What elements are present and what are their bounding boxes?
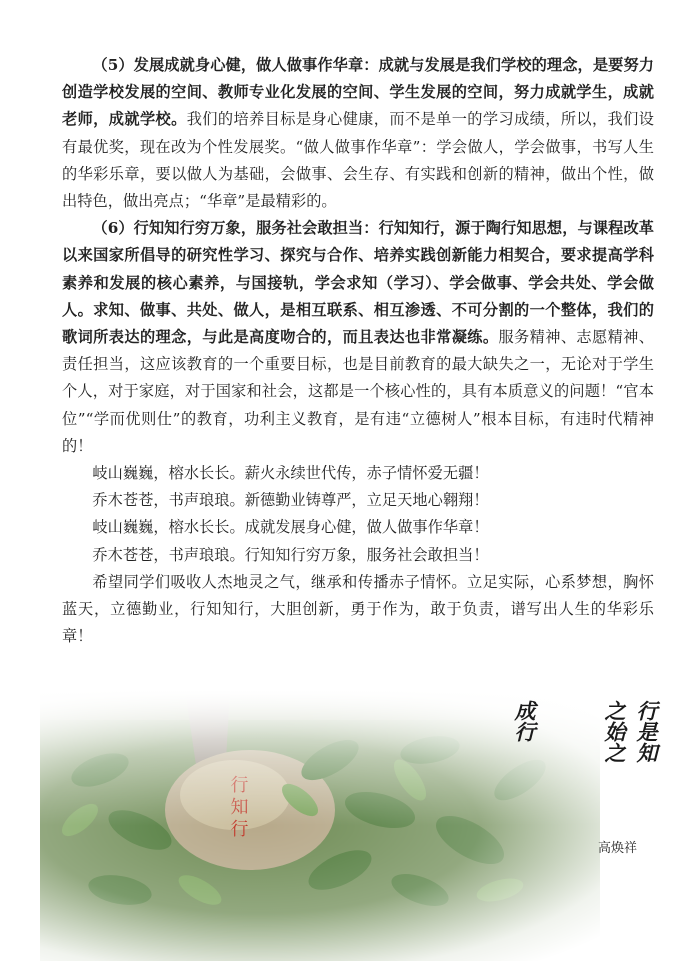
author-signature: 高焕祥 xyxy=(598,841,638,856)
calligraphy-motto xyxy=(500,700,660,800)
verse-line: 岐山巍巍，榕水长长。薪火永续世代传，赤子情怀爱无疆！ xyxy=(92,464,489,483)
calligraphy-col-middle-text: 之始之 xyxy=(602,700,627,763)
paragraph-5 xyxy=(62,52,654,215)
paragraph-6-normal: 服务精神、志愿精神、责任担当，这应该教育的一个重要目标，也是目前教育的最大缺失之一，无论对于学生个人，对于家庭，对于国家和社会，这都是一个核心性的，具有本质意义的问题！“官本位”“学而优则仕”的教育，功利主义教育，是有违“立德树人”根本目标，有违时代精神的！ xyxy=(62,328,654,455)
calligraphy-col-middle xyxy=(598,700,627,772)
verse-line: 岐山巍巍，榕水长长。成就发展身心健，做人做事作华章！ xyxy=(92,518,489,537)
paragraph-5-normal: 我们的培养目标是身心健康，而不是单一的学习成绩，所以，我们设有最优奖，现在改为个性发展奖。“做人做事作华章”：学会做人，学会做事，书写人生的华彩乐章，要以做人为基础，会做事、会生存、有实践和创新的精神，做出个性，做出特色，做出亮点；“华章”是最精彩的。 xyxy=(62,110,655,211)
calligraphy-col-right-text: 行是知 xyxy=(634,700,659,763)
paragraph-5-bold: （5）发展成就身心健，做人做事作华章：成就与发展是我们学校的理念，是要努力创造学校发展的空间、教师专业化发展的空间、学生发展的空间，努力成就学生，成就老师，成就学校。 xyxy=(62,56,654,129)
verse-line: 乔木苍苍，书声琅琅。行知知行穷万象，服务社会敢担当！ xyxy=(92,545,489,564)
article-body xyxy=(62,52,654,650)
verse-line: 乔木苍苍，书声琅琅。新德勤业铸尊严，立足天地心翱翔！ xyxy=(92,491,489,510)
paragraph-6 xyxy=(62,215,654,460)
closing-paragraph: 希望同学们吸收人杰地灵之气，继承和传播赤子情怀。立足实际，心系梦想，胸怀蓝天，立德勤业，行知知行，大胆创新，勇于作为，敢于负责，谱写出人生的华彩乐章！ xyxy=(62,572,654,646)
calligraphy-col-right xyxy=(630,700,659,772)
calligraphy-col-left-text: 成行 xyxy=(512,700,537,742)
paragraph-6-bold: （6）行知知行穷万象，服务社会敢担当：行知知行，源于陶行知思想，与课程改革以来国家所倡导的研究性学习、探究与合作、培养实践创新能力相契合，要求提高学科素养和发展的核心素养，与国接轨，学会求知（学习）、学会做事、学会共处、学会做人。求知、做事、共处、做人，是相互联系、相互渗透、不可分割的一个整体，我们的歌词所表达的理念，与此是高度吻合的，而且表达也非常凝练。 xyxy=(62,219,654,347)
calligraphy-col-left xyxy=(508,700,537,751)
